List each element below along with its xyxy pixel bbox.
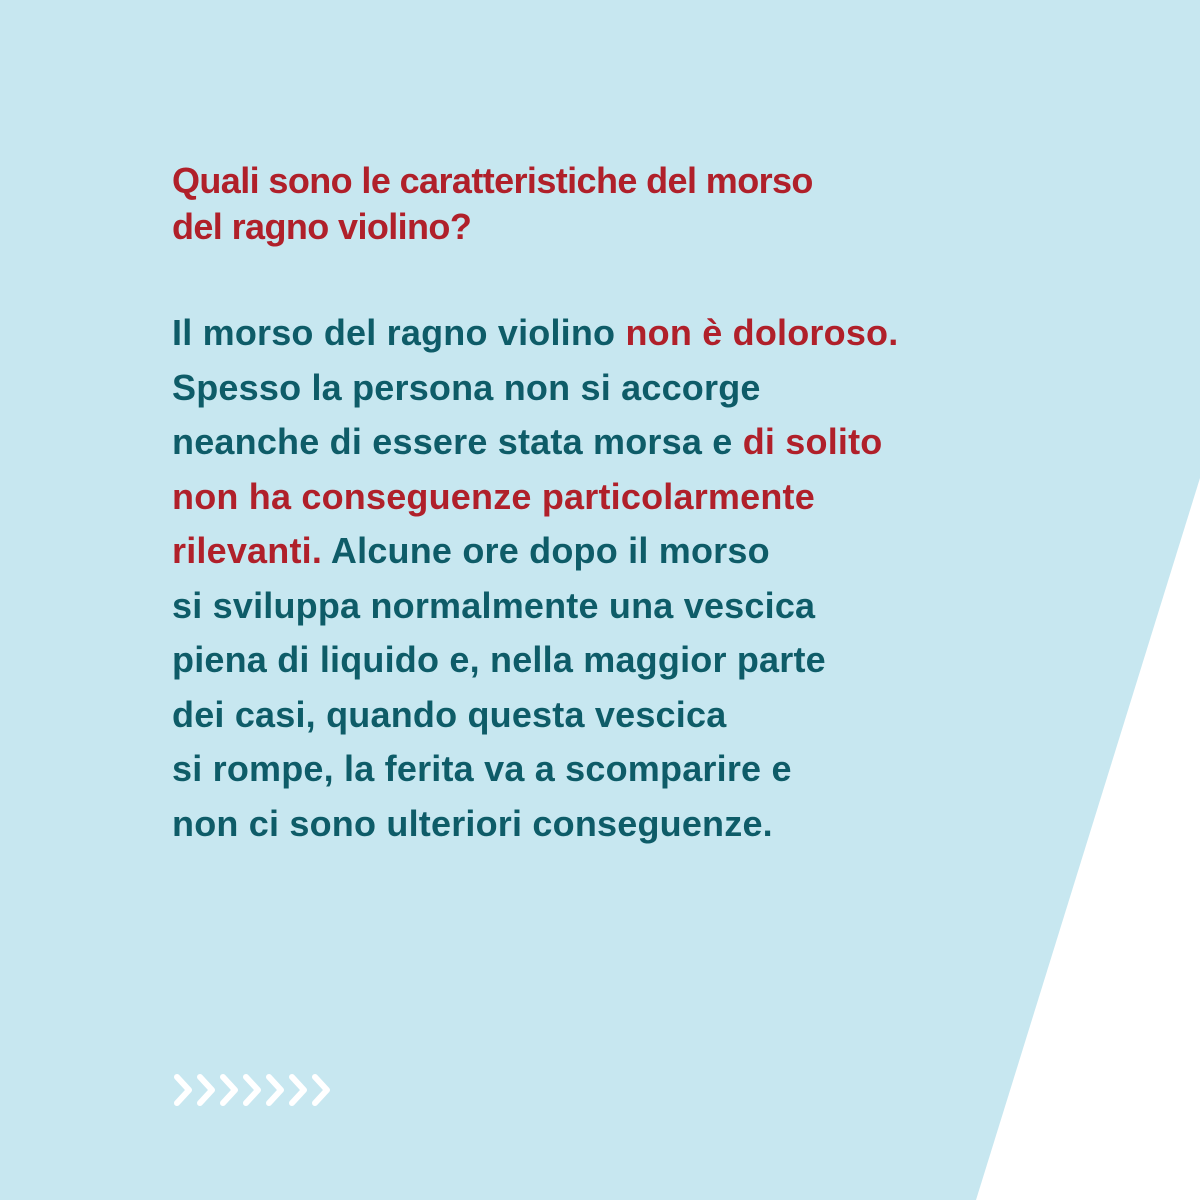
body-line: si sviluppa normalmente una vescica — [172, 584, 816, 626]
body-paragraph — [172, 306, 1072, 851]
body-line: piena di liquido e, nella maggior parte — [172, 639, 826, 680]
body-line: dei casi, quando questa vescica — [172, 693, 727, 735]
highlighted-text: non ha conseguenze particolarmente — [172, 475, 815, 517]
highlighted-text: non è doloroso. — [625, 312, 899, 353]
body-line: Spesso la persona non si accorge — [172, 366, 761, 408]
title-line: del ragno violino? — [172, 206, 472, 247]
body-text-segment: Alcune ore dopo il morso — [322, 530, 770, 571]
chevrons-right-icon[interactable] — [174, 1072, 338, 1110]
slide-content — [172, 158, 1072, 851]
body-line — [172, 524, 1072, 579]
slide-title — [172, 158, 1072, 250]
body-line — [172, 306, 1072, 361]
body-text-segment: neanche di essere stata morsa e — [172, 421, 743, 462]
body-line — [172, 415, 1072, 470]
body-line: si rompe, la ferita va a scomparire e — [172, 748, 792, 789]
highlighted-text: di solito — [742, 421, 883, 462]
body-text-segment: Il morso del ragno violino — [172, 312, 626, 353]
highlighted-text: rilevanti. — [172, 530, 323, 571]
title-line: Quali sono le caratteristiche del morso — [172, 160, 813, 201]
body-line: non ci sono ulteriori conseguenze. — [172, 802, 773, 844]
